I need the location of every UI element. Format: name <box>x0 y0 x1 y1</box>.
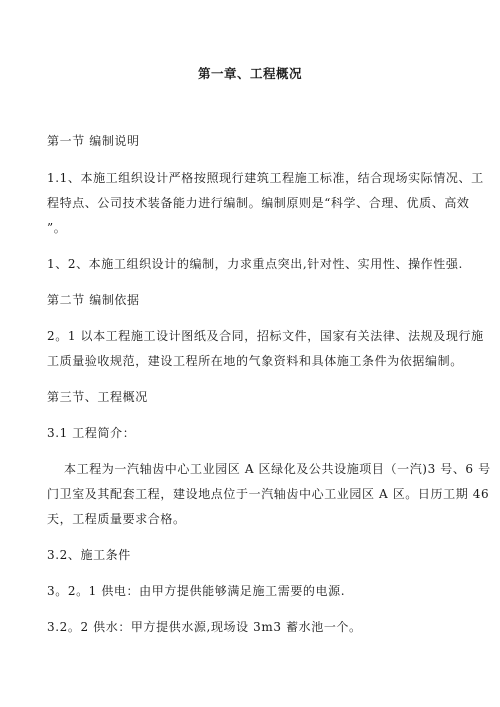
paragraph-line: 1、2、本施工组织设计的编制，力求重点突出,针对性、实用性、操作性强. <box>47 257 463 271</box>
paragraph-line: 本工程为一汽轴齿中心工业园区 A 区绿化及公共设施项目（一汽)3 号、6 号 <box>64 462 491 476</box>
paragraph-line: 天，工程质量要求合格。 <box>47 512 186 526</box>
paragraph-line: 工质量验收规范，建设工程所在地的气象资料和具体施工条件为依据编制。 <box>47 354 463 368</box>
paragraph-line: 门卫室及其配套工程，建设地点位于一汽轴齿中心工业园区 A 区。日历工期 46 <box>47 487 490 501</box>
paragraph-line: 3。2。1 供电：由甲方提供能够满足施工需要的电源. <box>47 584 346 598</box>
section-heading-3: 第三节、工程概况 <box>47 390 148 404</box>
subsection-heading: 3.2、施工条件 <box>47 548 131 562</box>
subsection-heading: 3.1 工程简介： <box>47 426 136 440</box>
paragraph-line: 2。1 以本工程施工设计图纸及合同，招标文件，国家有关法律、法规及现行施 <box>47 329 484 343</box>
paragraph-line: 3.2。2 供水：甲方提供水源,现场设 3m3 蓄水池一个。 <box>47 620 362 634</box>
chapter-title: 第一章、工程概况 <box>197 66 302 81</box>
paragraph-line: ”。 <box>47 221 67 235</box>
paragraph-line: 程特点、公司技术装备能力进行编制。编制原则是“科学、合理、优质、高效 <box>47 196 470 210</box>
section-heading-2: 第二节 编制依据 <box>47 293 140 307</box>
section-heading-1: 第一节 编制说明 <box>47 134 140 148</box>
paragraph-line: 1.1、本施工组织设计严格按照现行建筑工程施工标准，结合现场实际情况、工 <box>47 171 484 185</box>
